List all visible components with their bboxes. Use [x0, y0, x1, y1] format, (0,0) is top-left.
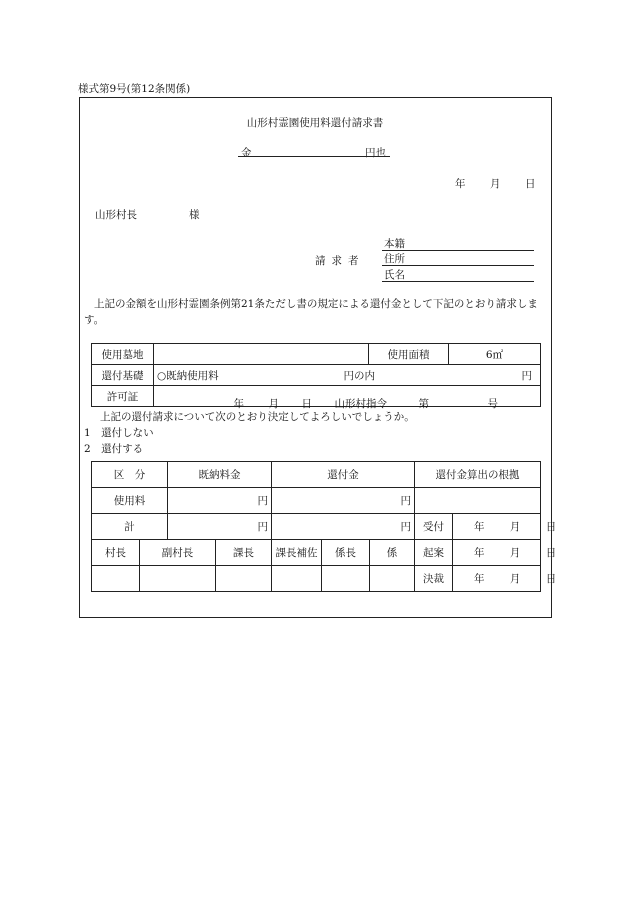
received-month: 月 [509, 521, 521, 533]
address-label: 住所 [384, 253, 405, 265]
plot-label: 使用墓地 [92, 344, 154, 365]
table-row [92, 344, 541, 365]
claimant-label: 請求者 [315, 255, 365, 267]
form-code: 様式第9号(第12条関係) [78, 83, 191, 95]
total-paid-cell[interactable]: 円 [168, 514, 272, 540]
seal-deputy-mayor[interactable] [140, 566, 216, 592]
option-refund[interactable]: 2 還付する [84, 443, 144, 455]
table-row [92, 514, 541, 540]
seal-staff[interactable] [370, 566, 415, 592]
approval-table [91, 461, 557, 592]
document-title: 山形村霊園使用料還付請求書 [246, 117, 384, 129]
total-refund-cell[interactable]: 円 [272, 514, 415, 540]
date-year-label: 年 [455, 178, 466, 190]
permit-no-suffix: 号 [487, 398, 498, 410]
header-refund: 還付金 [272, 462, 415, 488]
addressee-honorific: 様 [189, 209, 200, 221]
decided-label: 決裁 [415, 566, 453, 592]
refund-basis-table [91, 343, 541, 410]
drafted-label: 起案 [415, 540, 453, 566]
permit-day-label: 日 [301, 398, 312, 410]
drafted-year: 年 [474, 547, 485, 559]
seal-section-chief[interactable] [216, 566, 272, 592]
header-paid-fee: 既納料金 [168, 462, 272, 488]
approver-subsection-chief: 係長 [322, 540, 370, 566]
approver-staff: 係 [370, 540, 415, 566]
amount-field[interactable] [238, 156, 390, 157]
area-value: 6㎡ [449, 344, 541, 365]
amount-yen-label: 円也 [365, 147, 386, 159]
header-basis: 還付金算出の根拠 [415, 462, 541, 488]
header-category: 区 分 [92, 462, 168, 488]
row-fee-label: 使用料 [92, 488, 168, 514]
table-row [92, 365, 541, 386]
drafted-date[interactable] [453, 540, 557, 566]
decided-month: 月 [509, 573, 521, 585]
permit-month-label: 月 [268, 398, 279, 410]
seal-mayor[interactable] [92, 566, 140, 592]
addressee-name: 山形村長 [95, 209, 137, 221]
approver-section-chief: 課長 [216, 540, 272, 566]
decided-year: 年 [474, 573, 485, 585]
basis-label: 還付基礎 [92, 365, 154, 386]
row-total-label: 計 [92, 514, 168, 540]
permit-field[interactable] [154, 386, 541, 410]
permit-no-prefix: 第 [418, 398, 429, 410]
address-field[interactable] [382, 265, 534, 266]
seal-assistant-chief[interactable] [272, 566, 322, 592]
name-field[interactable] [382, 281, 534, 282]
fee-paid-cell[interactable]: 円 [168, 488, 272, 514]
honseki-label: 本籍 [384, 238, 405, 250]
approver-mayor: 村長 [92, 540, 140, 566]
decided-date[interactable] [453, 566, 557, 592]
received-date[interactable] [453, 514, 557, 540]
basis-field[interactable] [154, 365, 541, 386]
decided-day: 日 [545, 573, 557, 585]
approver-assistant-chief: 課長補佐 [272, 540, 322, 566]
permit-issuer-label: 山形村指令 [334, 398, 387, 410]
table-row [92, 386, 541, 407]
table-row [92, 566, 541, 592]
fee-refund-cell[interactable]: 円 [272, 488, 415, 514]
drafted-month: 月 [509, 547, 521, 559]
seal-subsection-chief[interactable] [322, 566, 370, 592]
received-day: 日 [545, 521, 557, 533]
amount-kin-label: 金 [241, 147, 252, 159]
table-row [92, 488, 541, 514]
received-year: 年 [474, 521, 485, 533]
received-label: 受付 [415, 514, 453, 540]
date-day-label: 日 [525, 178, 536, 190]
table-row [92, 462, 541, 488]
permit-year-label: 年 [233, 398, 244, 410]
basis-cell[interactable] [415, 488, 541, 514]
basis-yen-label: 円 [521, 369, 532, 382]
basis-paid-label: ○既納使用料 [157, 369, 219, 382]
permit-label: 許可証 [92, 386, 154, 407]
area-label: 使用面積 [369, 344, 449, 365]
plot-field[interactable] [154, 344, 369, 365]
name-label: 氏名 [384, 269, 405, 281]
request-body-text: 上記の金額を山形村霊園条例第21条ただし書の規定による還付金として下記のとおり請求します。 [84, 298, 538, 326]
approver-deputy-mayor: 副村長 [140, 540, 216, 566]
date-month-label: 月 [490, 178, 501, 190]
table-row [92, 540, 541, 566]
option-no-refund[interactable]: 1 還付しない [84, 427, 154, 439]
basis-of-label: 円の内 [343, 369, 375, 382]
drafted-day: 日 [545, 547, 557, 559]
decision-question: 上記の還付請求について次のとおり決定してよろしいでしょうか。 [100, 411, 415, 423]
